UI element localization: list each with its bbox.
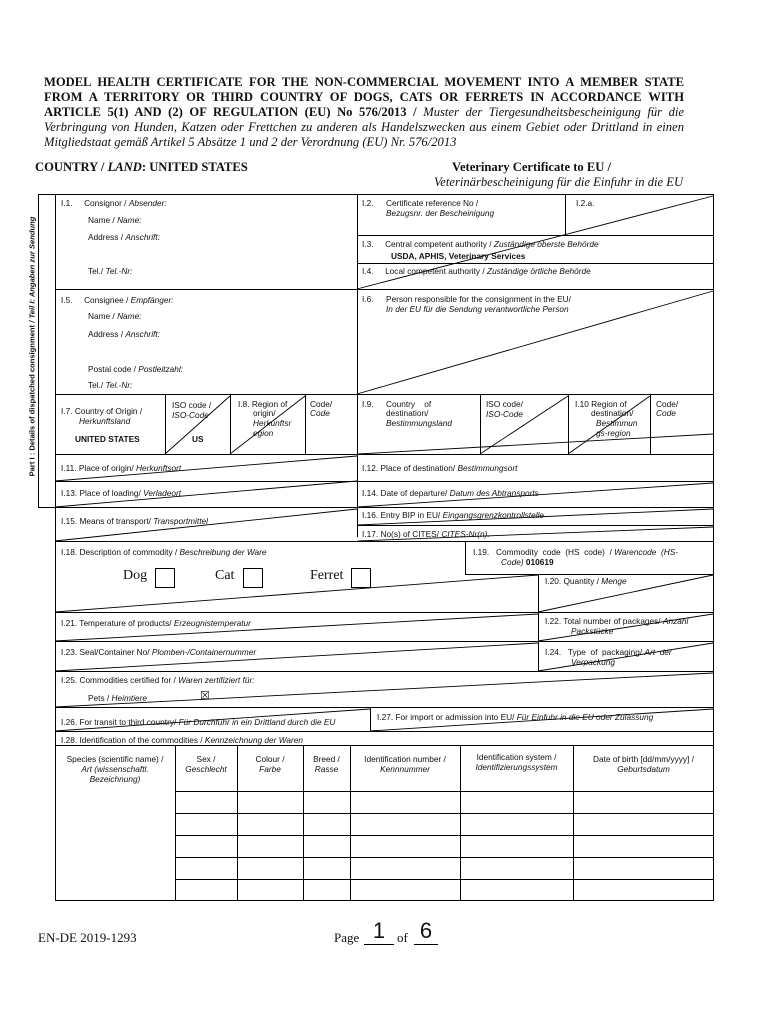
i7-de bbox=[79, 416, 130, 426]
i3-value: USDA, APHIS, Veterinary Services bbox=[391, 251, 526, 261]
i1-en: Consignor / bbox=[84, 198, 127, 208]
th-id-number-en: Identification number / bbox=[364, 754, 446, 764]
i5-num: I.5. bbox=[61, 295, 73, 305]
th-breed-en: Breed / bbox=[313, 754, 340, 764]
i15-label bbox=[61, 516, 208, 526]
i19-de2: Code) bbox=[501, 557, 524, 567]
i18-label bbox=[61, 547, 267, 557]
i19-code bbox=[501, 557, 554, 567]
i24-en: I.24. Type of packaging/ bbox=[545, 647, 643, 657]
i14-de: Datum des Abtransports bbox=[449, 488, 539, 498]
i22-label bbox=[545, 616, 688, 626]
i1-label bbox=[61, 198, 167, 208]
i5-name-en: Name / bbox=[88, 311, 115, 321]
i27-en: I.27. For import or admission into EU/ bbox=[377, 712, 515, 722]
i8-de2 bbox=[253, 428, 273, 438]
i8-en2: origin/ bbox=[253, 408, 276, 418]
i23-label bbox=[61, 647, 256, 657]
title-german: Muster der Tiergesundheitsbescheinigung für die Verbringung von Hunden, Katzen oder Frettchen zu anderen als Handelszwecken aus einem Gebiet oder Drittland in einen Mitgliedstaat gemäß Artikel 5 Absätze 1 und 2 der Verordnung (EU) Nr. 576/2013 bbox=[44, 105, 685, 149]
footer-ref: EN-DE 2019-1293 bbox=[38, 930, 137, 945]
i20-label bbox=[545, 576, 627, 586]
iso2-en: ISO code/ bbox=[486, 399, 523, 409]
i7-value: UNITED STATES bbox=[75, 434, 140, 444]
i26-de: Für Durchfuhr in ein Drittland durch die EU bbox=[178, 717, 336, 727]
i3-num: I.3. bbox=[362, 239, 374, 249]
side-left bbox=[38, 194, 39, 508]
th-sex-en: Sex / bbox=[196, 754, 216, 764]
iso2-de bbox=[486, 409, 523, 419]
code2-en: Code/ bbox=[656, 399, 679, 409]
i3-label bbox=[362, 239, 599, 249]
country-value: : UNITED STATES bbox=[141, 160, 248, 174]
i24-label bbox=[545, 647, 672, 657]
name-en: Name / bbox=[88, 215, 115, 225]
i1-de: Absender: bbox=[128, 198, 167, 208]
i9-en1: Country of bbox=[386, 399, 432, 409]
i5-de: Empfänger: bbox=[130, 295, 174, 305]
side-top bbox=[38, 194, 55, 195]
i21-de: Erzeugnistemperatur bbox=[173, 618, 251, 628]
i14-label bbox=[362, 488, 539, 498]
pets-checkbox-icon[interactable]: ☒ bbox=[200, 690, 210, 702]
i2-num: I.2. bbox=[362, 198, 374, 208]
title-english: MODEL HEALTH CERTIFICATE FOR THE NON-COMMERCIAL MOVEMENT INTO A MEMBER STATE FROM A TERRITORY OR THIRD COUNTRY OF DOGS, CATS OR FERRETS IN ACCORDANCE WITH ARTICLE 5(1) AND (2) OF REGULATION (EU) No 576/2013 / bbox=[44, 75, 684, 119]
code1-de bbox=[310, 408, 330, 418]
i21-en: I.21. Temperature of products/ bbox=[61, 618, 172, 628]
side-label-de: / Teil I: Angaben zur Sendung bbox=[27, 216, 37, 323]
i8-en: I.8. Region of bbox=[238, 399, 288, 409]
i16-label bbox=[362, 510, 544, 520]
certificate-title bbox=[44, 75, 684, 150]
addr-en: Address / bbox=[88, 232, 124, 242]
i5-address-label bbox=[88, 329, 160, 339]
i10-en1: I.10 Region of bbox=[575, 399, 627, 409]
i28-label bbox=[61, 735, 303, 745]
i21-label bbox=[61, 618, 251, 628]
i1-name-label bbox=[88, 215, 142, 225]
part-one-side-label bbox=[26, 194, 38, 502]
th-species-en: Species (scientific name) / bbox=[66, 754, 164, 764]
of-label: of bbox=[397, 930, 408, 945]
i18-de: Beschreibung der Ware bbox=[179, 547, 267, 557]
pets-label bbox=[88, 693, 147, 703]
i2a-label: I.2.a. bbox=[576, 198, 595, 208]
i16-de: Eingangsgrenzkontrollstelle bbox=[442, 510, 545, 520]
i9-num: I.9. bbox=[362, 399, 374, 409]
i23-de: Plomben-/Containernummer bbox=[151, 647, 257, 657]
th-dob-de: Geburtsdatum bbox=[617, 764, 670, 774]
ferret-checkbox[interactable] bbox=[351, 568, 371, 588]
iso1-value: US bbox=[192, 434, 204, 444]
country-line bbox=[35, 160, 248, 175]
i19-de1: Warencode (HS- bbox=[614, 547, 679, 557]
i28-de: Kennzeichnung der Waren bbox=[204, 735, 303, 745]
i19-label bbox=[473, 547, 678, 557]
pets-en: Pets / bbox=[88, 693, 110, 703]
vet-cert-heading bbox=[434, 160, 701, 190]
i15-de: Transportmittel bbox=[153, 516, 208, 526]
th-dob-en: Date of birth [dd/mm/yyyy] / bbox=[593, 754, 694, 764]
i8-de2-text: egion bbox=[253, 428, 274, 438]
i3-en: Central competent authority / bbox=[385, 239, 492, 249]
i2-en: Certificate reference No / bbox=[386, 198, 479, 208]
i7-en: I.7. Country of Origin / bbox=[61, 406, 143, 416]
iso2-de-text: ISO-Code bbox=[486, 409, 523, 419]
th-colour-en: Colour / bbox=[255, 754, 285, 764]
i5-en: Consignee / bbox=[84, 295, 129, 305]
vet-cert-de: Veterinärbescheinigung für die Einfuhr in die EU bbox=[434, 175, 684, 189]
i17-label bbox=[362, 529, 490, 539]
i10-de2-text: gs-region bbox=[596, 428, 631, 438]
i5-tel-en: Tel./ bbox=[88, 380, 104, 390]
cat-label: Cat bbox=[215, 568, 235, 583]
ferret-label: Ferret bbox=[310, 568, 344, 583]
code2-de-text: Code bbox=[656, 408, 676, 418]
i8-de1 bbox=[253, 418, 291, 428]
i9-de-text: Bestimmungsland bbox=[386, 418, 452, 428]
side-bottom bbox=[38, 507, 55, 508]
th-sex bbox=[176, 754, 236, 774]
i9-de bbox=[386, 418, 452, 428]
i8-de1-text: Herkunftsr bbox=[253, 418, 292, 428]
i16-en: I.16. Entry BIP in EU/ bbox=[362, 510, 441, 520]
th-breed-de: Rasse bbox=[314, 764, 339, 774]
th-id-number bbox=[351, 754, 459, 774]
i5-label bbox=[61, 295, 174, 305]
cat-checkbox[interactable] bbox=[243, 568, 263, 588]
th-dob bbox=[574, 754, 713, 774]
i19-en: I.19. Commodity code (HS code) / bbox=[473, 547, 612, 557]
page-label: Page bbox=[334, 930, 360, 945]
i5-postal-label bbox=[88, 364, 183, 374]
addr-de: Anschrift: bbox=[125, 232, 160, 242]
vet-cert-en: Veterinary Certificate to EU / bbox=[452, 160, 611, 174]
name-de: Name: bbox=[117, 215, 142, 225]
i4-en: Local competent authority / bbox=[385, 266, 485, 276]
i10-de2 bbox=[596, 428, 631, 438]
i4-label bbox=[362, 266, 591, 276]
code1-de-text: Code bbox=[310, 408, 330, 418]
i5-tel-de: Tel.-Nr: bbox=[105, 380, 133, 390]
iso1-de bbox=[172, 410, 209, 420]
i12-label bbox=[362, 463, 517, 473]
i13-en: I.13. Place of loading/ bbox=[61, 488, 141, 498]
i25-label bbox=[61, 675, 255, 685]
country-label-de: LAND bbox=[107, 160, 142, 174]
pets-de: Heimtiere bbox=[111, 693, 148, 703]
i25-en: I.25. Commodities certified for / bbox=[61, 675, 176, 685]
i6-de bbox=[386, 304, 569, 314]
i1-address-label bbox=[88, 232, 160, 242]
iso1-de-text: ISO-Code bbox=[172, 410, 209, 420]
i9-en2: destination/ bbox=[386, 408, 429, 418]
th-id-system bbox=[461, 752, 572, 772]
th-breed bbox=[304, 754, 349, 774]
th-id-system-de: Identifizierungssystem bbox=[475, 762, 558, 772]
i15-en: I.15. Means of transport/ bbox=[61, 516, 151, 526]
th-species-de: Art (wissenschaftl. Bezeichnung) bbox=[81, 764, 149, 784]
i6-en: Person responsible for the consignment in the EU/ bbox=[386, 294, 571, 304]
i27-de: Für Einfuhr in die EU oder Zulassung bbox=[516, 712, 654, 722]
i5-name-label bbox=[88, 311, 142, 321]
i27-label bbox=[377, 712, 653, 722]
th-sex-de: Geschlecht bbox=[185, 764, 227, 774]
i19-value: 010619 bbox=[525, 557, 554, 567]
i22-de2 bbox=[571, 626, 613, 636]
i13-label bbox=[61, 488, 181, 498]
i11-en: I.11. Place of origin/ bbox=[61, 463, 134, 473]
page-number: 1 bbox=[364, 918, 394, 945]
th-id-number-de: Kennnummer bbox=[380, 764, 430, 774]
postal-en: Postal code / bbox=[88, 364, 136, 374]
i26-label bbox=[61, 717, 335, 727]
country-label: COUNTRY / bbox=[35, 160, 105, 174]
i11-de: Herkunftsort bbox=[136, 463, 182, 473]
i20-de: Menge bbox=[601, 576, 627, 586]
i10-de1-text: Bestimmun bbox=[596, 418, 638, 428]
i1-tel-label bbox=[88, 266, 132, 276]
i13-de: Verladeort bbox=[143, 488, 182, 498]
dog-checkbox[interactable] bbox=[155, 568, 175, 588]
i24-de2 bbox=[571, 657, 615, 667]
i4-num: I.4. bbox=[362, 266, 374, 276]
i24-de1: Art der bbox=[644, 647, 672, 657]
i28-en: I.28. Identification of the commodities / bbox=[61, 735, 203, 745]
code2-de bbox=[656, 408, 676, 418]
i6-num: I.6. bbox=[362, 294, 374, 304]
i5-name-de: Name: bbox=[117, 311, 142, 321]
dog-label: Dog bbox=[123, 568, 148, 583]
i20-en: I.20. Quantity / bbox=[545, 576, 599, 586]
th-colour-de: Farbe bbox=[259, 764, 281, 774]
page-total: 6 bbox=[414, 918, 438, 945]
i25-de: Waren zertifiziert für: bbox=[178, 675, 255, 685]
i7-de-text: Herkunftsland bbox=[79, 416, 131, 426]
i6-de-text: In der EU für die Sendung verantwortliche Person bbox=[386, 304, 569, 314]
i2-de bbox=[386, 208, 494, 218]
i5-addr-de: Anschrift: bbox=[125, 329, 160, 339]
i22-de1: Anzahl bbox=[662, 616, 689, 626]
i5-addr-en: Address / bbox=[88, 329, 124, 339]
tel-de: Tel.-Nr: bbox=[105, 266, 133, 276]
certificate-form bbox=[55, 194, 714, 901]
tel-en: Tel./ bbox=[88, 266, 104, 276]
th-species bbox=[57, 754, 173, 784]
i22-de2-text: Packstücke bbox=[571, 626, 614, 636]
postal-de: Postleitzahl: bbox=[138, 364, 184, 374]
i12-de: Bestimmungsort bbox=[457, 463, 518, 473]
i12-en: I.12. Place of destination/ bbox=[362, 463, 456, 473]
i1-num: I.1. bbox=[61, 198, 73, 208]
i23-en: I.23. Seal/Container No/ bbox=[61, 647, 150, 657]
i18-en: I.18. Description of commodity / bbox=[61, 547, 178, 557]
i10-en2: destination/ bbox=[591, 408, 634, 418]
th-colour bbox=[238, 754, 302, 774]
i4-de: Zuständige örtliche Behörde bbox=[487, 266, 591, 276]
i11-label bbox=[61, 463, 181, 473]
i17-en: I.17. No(s) of CITES/ bbox=[362, 529, 439, 539]
i5-tel-label bbox=[88, 380, 132, 390]
i2-de-text: Bezugsnr. der Bescheinigung bbox=[386, 208, 495, 218]
th-id-system-en: Identification system / bbox=[476, 752, 557, 762]
i17-de: CITES-Nr(n). bbox=[441, 529, 490, 539]
iso1-en: ISO code / bbox=[172, 400, 212, 410]
i3-de: Zuständige oberste Behörde bbox=[493, 239, 599, 249]
i26-en: I.26. For transit to third country/ bbox=[61, 717, 177, 727]
i14-en: I.14. Date of departure/ bbox=[362, 488, 448, 498]
i24-de2-text: Verpackung bbox=[571, 657, 615, 667]
code1-en: Code/ bbox=[310, 399, 333, 409]
i22-en: I.22. Total number of packages/ bbox=[545, 616, 661, 626]
i10-de1 bbox=[596, 418, 638, 428]
side-label-en: Part I : Details of dispatched consignment bbox=[27, 324, 37, 477]
